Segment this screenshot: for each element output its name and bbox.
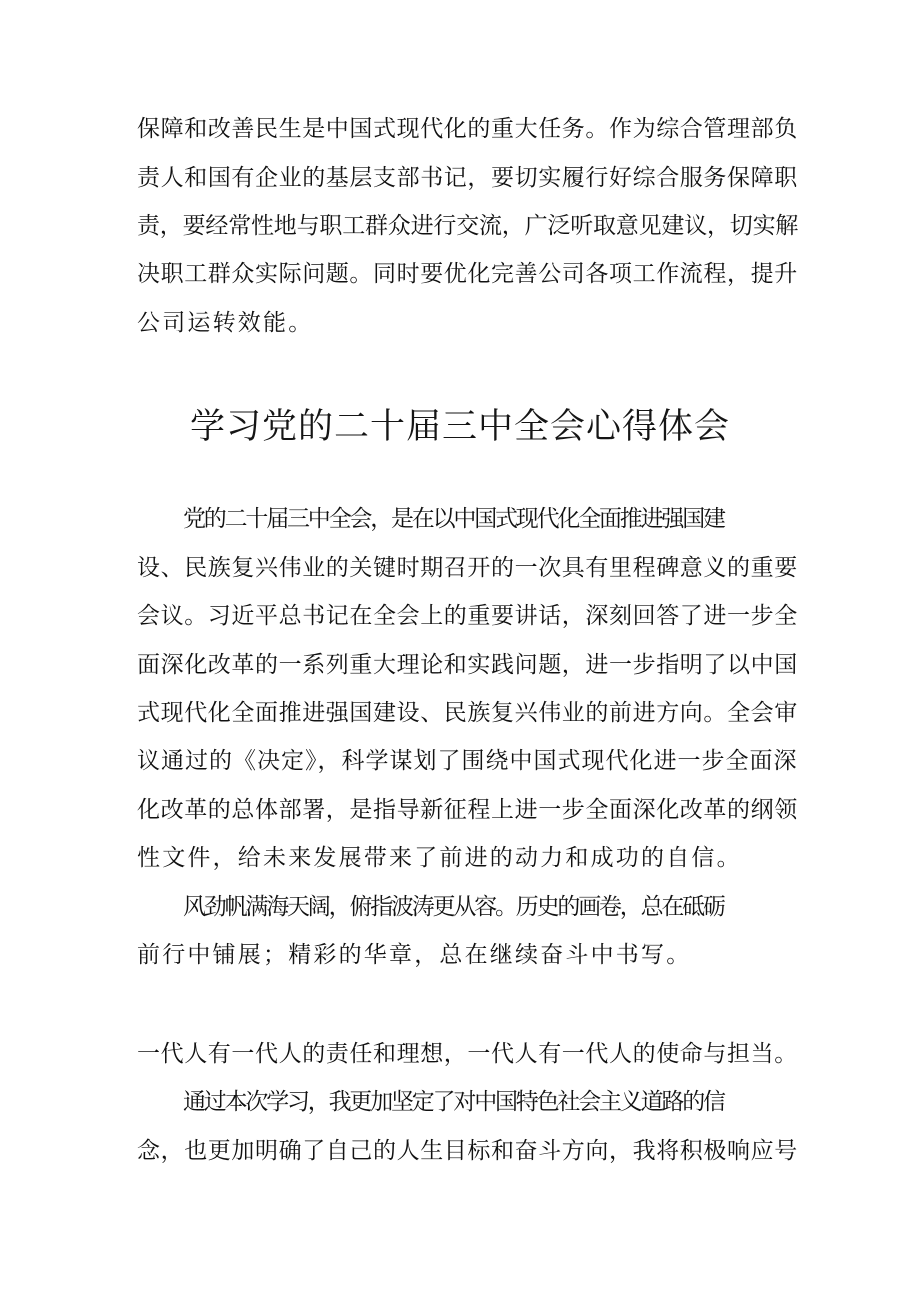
paragraph-1-line-7: 化改革的总体部署，是指导新征程上进一步全面深化改革的纲领 [137,797,798,823]
paragraph-2-line-2: 前行中铺展；精彩的华章，总在继续奋斗中书写。 [137,942,692,968]
paragraph-2-line-1: 风劲帆满海天阔，俯指波涛更从容。历史的画卷，总在砥砺 [183,894,724,920]
paragraph-1-line-6: 议通过的《决定》，科学谋划了围绕中国式现代化进一步全面深 [137,748,798,774]
paragraph-1-line-1: 党的二十届三中全会，是在以中国式现代化全面推进强国建 [183,506,724,532]
paragraph-1-line-2: 设、民族复兴伟业的关键时期召开的一次具有里程碑意义的重要 [137,555,798,581]
intro-line-4: 决职工群众实际问题。同时要优化完善公司各项工作流程，提升 [137,261,798,287]
paragraph-1-line-4: 面深化改革的一系列重大理论和实践问题，进一步指明了以中国 [137,652,798,678]
intro-line-2: 责人和国有企业的基层支部书记，要切实履行好综合服务保障职 [137,165,798,191]
intro-line-3: 责，要经常性地与职工群众进行交流，广泛听取意见建议，切实解 [137,213,799,239]
paragraph-1-line-8: 性文件，给未来发展带来了前进的动力和成功的自信。 [137,845,742,871]
paragraph-4-line-1: 通过本次学习，我更加坚定了对中国特色社会主义道路的信 [183,1089,724,1115]
paragraph-1-line-5: 式现代化全面推进强国建设、民族复兴伟业的前进方向。全会审 [137,700,798,726]
paragraph-1-line-3: 会议。习近平总书记在全会上的重要讲话，深刻回答了进一步全 [137,603,798,629]
paragraph-4-line-2: 念，也更加明确了自己的人生目标和奋斗方向，我将积极响应号 [137,1138,798,1164]
intro-line-1: 保障和改善民生是中国式现代化的重大任务。作为综合管理部负 [137,116,798,142]
paragraph-3-line-1: 一代人有一代人的责任和理想，一代人有一代人的使命与担当。 [137,1041,798,1067]
page-title: 学习党的二十届三中全会心得体会 [189,407,730,447]
intro-line-5: 公司运转效能。 [137,310,314,336]
